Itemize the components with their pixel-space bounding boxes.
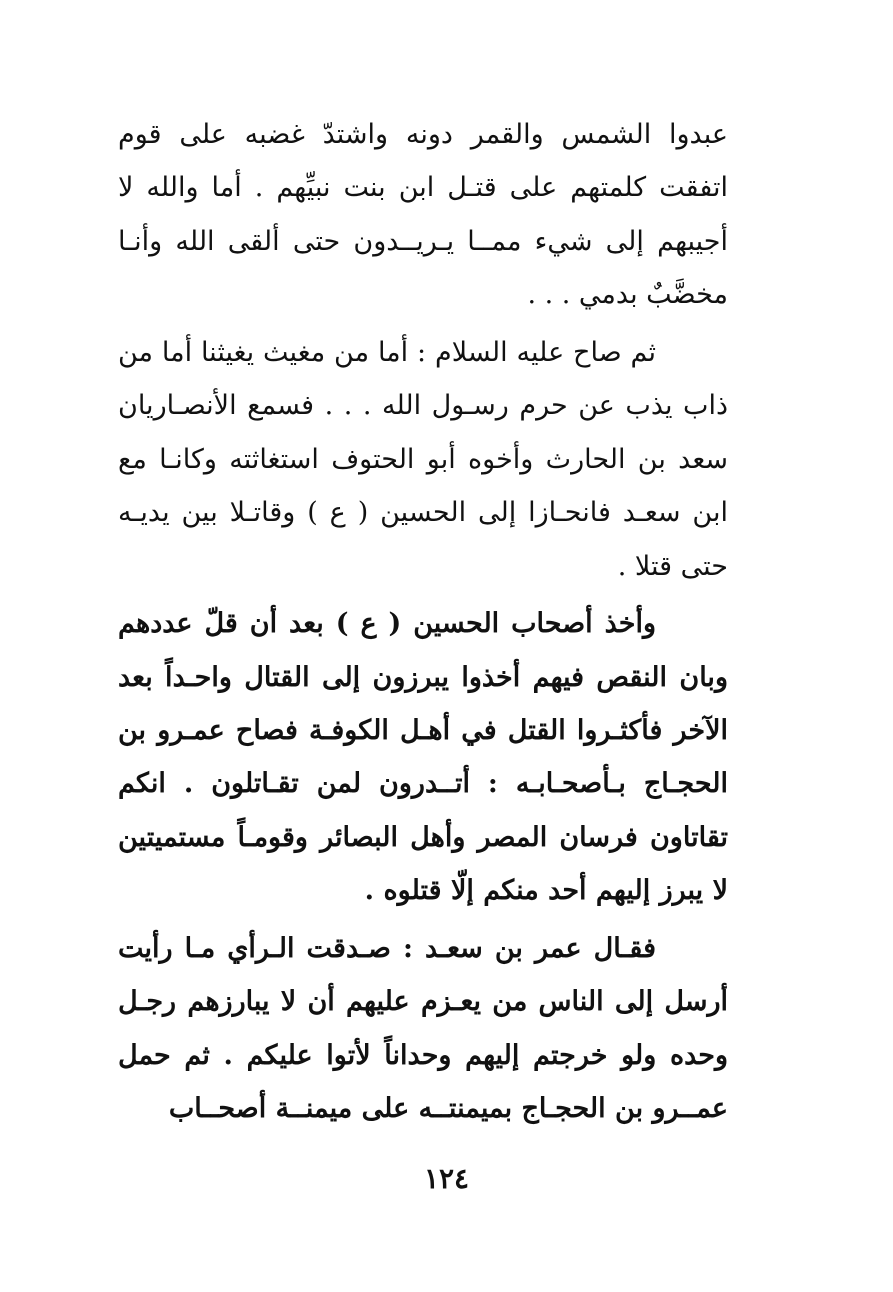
paragraph-3: وأخذ أصحاب الحسين ( ع ) بعد أن قلّ عددهم وبان النقص فيهم أخذوا يبرزون إلى القتال واحـداً بعد الآخر فأكثـروا القتل في أهـل الكوفـة فصاح عمـرو بن الحجـاج بـأصحـابـه : أتــدرون لمن تقـاتلون . انكم تقاتاون فرسان المصر وأهل البصائر وقومـاً مستميتين لا يبرز إليهم أحد منكم إلّا قتلوه . (118, 608, 728, 907)
page-number: ١٢٤ (423, 1162, 470, 1195)
paragraph-4: فقـال عمر بن سعـد : صـدقت الـرأي مـا رأيت أرسل إلى الناس من يعـزم عليهم أن لا يبارزهم رجـل وحده ولو خرجتم إليهم وحداناً لأتوا عليكم . ثم حمل عمــرو بن الحجـاج بميمنتــه على ميمنــة أصحــاب (118, 932, 728, 1125)
paragraph-1: عبدوا الشمس والقمر دونه واشتدّ غضبه على قوم اتفقت كلمتهم على قتـل ابن بنت نبيِّهم . أما والله لا أجيبهم إلى شيء ممــا يـريــدون حتى ألقى الله وأنـا مخضَّبٌ بدمي . . . (118, 119, 728, 311)
paragraph-2: ثم صاح عليه السلام : أما من مغيث يغيثنا أما من ذاب يذب عن حرم رسـول الله . . . فسمع الأنصـاريان سعد بن الحارث وأخوه أبو الحتوف استغاثته وكانـا مع ابن سعـد فانحـازا إلى الحسين ( ع ) وقاتـلا بين يديـه حتى قتلا . (118, 336, 728, 582)
body-text (118, 108, 728, 1136)
